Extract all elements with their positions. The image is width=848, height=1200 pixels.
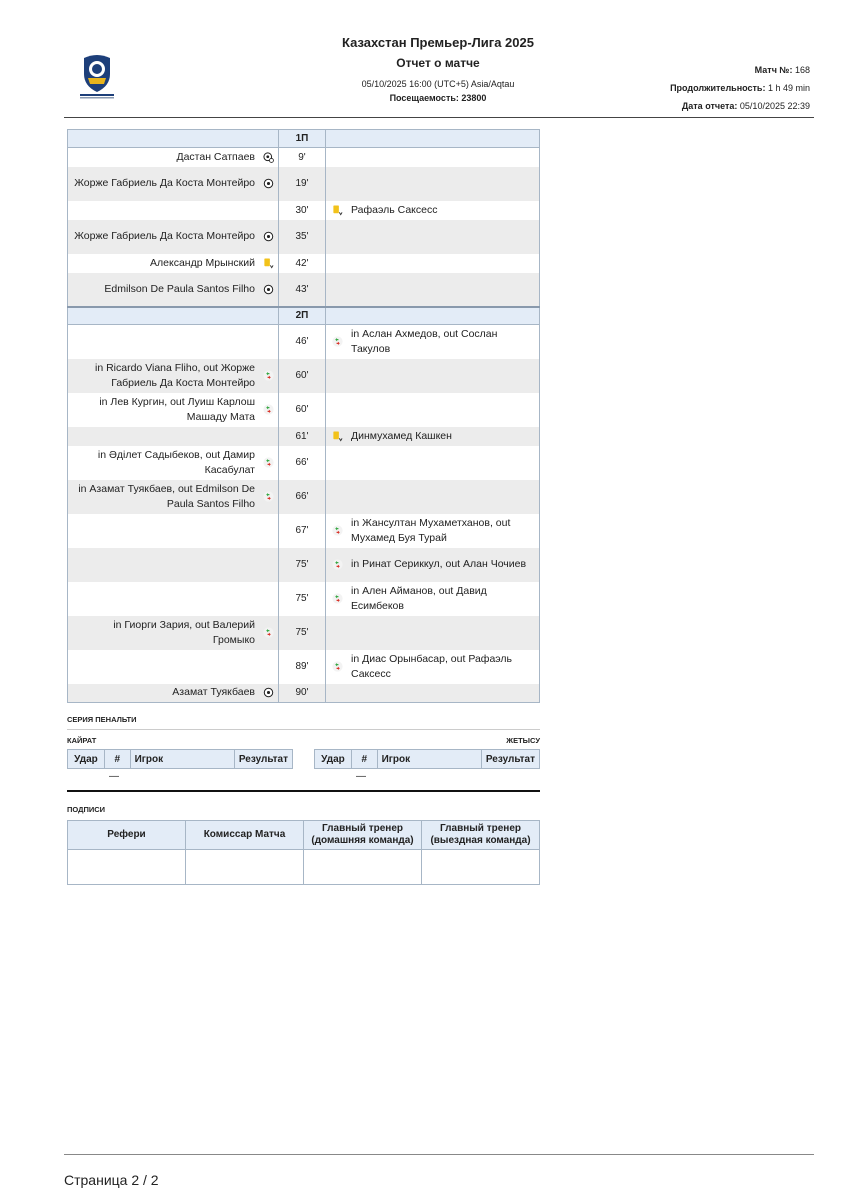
- event-text: in Лев Кургин, out Луиш Карлош Машаду Мата: [99, 395, 255, 423]
- event-minute: 67': [279, 514, 326, 548]
- substitution-icon: [332, 525, 343, 536]
- sig-cell: [68, 850, 186, 885]
- col-header: Результат: [234, 750, 292, 769]
- penalty-title: СЕРИЯ ПЕНАЛЬТИ: [67, 715, 137, 724]
- event-minute: 30': [279, 201, 326, 220]
- event-text: in Диас Орынбасар, out Рафаэль Саксесс: [351, 652, 513, 680]
- goal-ball-icon: [263, 178, 274, 189]
- sig-cell: [304, 850, 422, 885]
- event-minute: 46': [279, 325, 326, 359]
- event-row: [68, 684, 540, 703]
- event-row: [68, 548, 540, 582]
- goal-ball-icon: [263, 284, 274, 295]
- substitution-icon: [332, 661, 343, 672]
- report-date: Дата отчета: 05/10/2025 22:39: [681, 101, 810, 111]
- event-minute: 89': [279, 650, 326, 684]
- penalty-empty-home: —: [109, 771, 119, 782]
- event-minute: 60': [279, 359, 326, 393]
- page-number: Страница 2 / 2: [64, 1172, 159, 1188]
- doc-title: Отчет о матче: [396, 56, 480, 70]
- event-text: in Әділет Садыбеков, out Дамир Касабулат: [97, 448, 255, 476]
- sig-col-commissioner: Комиссар Матча: [186, 821, 304, 850]
- match-datetime: 05/10/2025 16:00 (UTC+5) Asia/Aqtau: [361, 79, 515, 89]
- event-minute: 75': [279, 548, 326, 582]
- col-header: #: [351, 750, 377, 769]
- event-minute: 75': [279, 582, 326, 616]
- event-text: Александр Мрынский: [150, 256, 255, 269]
- col-header: Удар: [315, 750, 352, 769]
- event-row: [68, 480, 540, 514]
- event-text: Edmilson De Paula Santos Filho: [104, 282, 255, 295]
- league-logo: [78, 54, 116, 100]
- substitution-icon: [332, 593, 343, 604]
- col-header: Игрок: [130, 750, 234, 769]
- event-text: in Гиорги Зария, out Валерий Громыко: [113, 618, 255, 646]
- event-row: [68, 359, 540, 393]
- match-meta: [670, 61, 810, 115]
- league-title: Казахстан Премьер-Лига 2025: [342, 35, 534, 50]
- event-row: [68, 167, 540, 201]
- penalty-table-home: [67, 749, 293, 769]
- event-text: in Ricardo Viana Fliho, out Жорже Габриель Да Коста Монтейро: [95, 361, 255, 389]
- half-header: [68, 307, 540, 325]
- event-text: in Ринат Сериккул, out Алан Чочиев: [351, 558, 527, 570]
- sig-cell: [422, 850, 540, 885]
- event-text: in Ален Айманов, out Давид Есимбеков: [351, 584, 487, 612]
- substitution-icon: [263, 491, 274, 502]
- divider: [67, 790, 540, 792]
- event-text: Азамат Туякбаев: [172, 686, 255, 699]
- match-number: Матч №: 168: [754, 65, 810, 75]
- substitution-icon: [332, 559, 343, 570]
- event-row: [68, 616, 540, 650]
- yellow-card-icon: [263, 258, 274, 269]
- goal-ball-icon: [263, 231, 274, 242]
- half-label: 2П: [279, 307, 326, 325]
- event-minute: 75': [279, 616, 326, 650]
- event-text: in Аслан Ахмедов, out Сослан Такулов: [351, 327, 498, 355]
- event-row: [68, 254, 540, 273]
- event-minute: 66': [279, 446, 326, 480]
- event-row: [68, 148, 540, 167]
- signatures-title: ПОДПИСИ: [67, 805, 106, 814]
- substitution-icon: [263, 627, 274, 638]
- event-text: in Азамат Туякбаев, out Edmilson De Paula Santos Filho: [78, 482, 255, 510]
- event-text: in Жансултан Мухаметханов, out Мухамед Буя Турай: [351, 516, 511, 544]
- penalty-home-team: КАЙРАТ: [67, 736, 97, 745]
- footer-divider: [64, 1154, 814, 1155]
- event-text: Жорже Габриель Да Коста Монтейро: [74, 230, 255, 242]
- half-label: 1П: [279, 130, 326, 148]
- yellow-card-icon: [332, 431, 343, 442]
- event-row: [68, 427, 540, 446]
- sig-col-home-coach: Главный тренер (домашняя команда): [304, 821, 422, 850]
- event-row: [68, 393, 540, 427]
- event-text: Динмухамед Кашкен: [351, 429, 452, 442]
- col-header: Результат: [481, 750, 539, 769]
- events-table: [67, 129, 540, 703]
- event-minute: 61': [279, 427, 326, 446]
- event-row: [68, 325, 540, 359]
- substitution-icon: [332, 336, 343, 347]
- penalty-table-away: [314, 749, 540, 769]
- event-row: [68, 446, 540, 480]
- sig-cell: [186, 850, 304, 885]
- yellow-card-icon: [332, 205, 343, 216]
- event-minute: 19': [279, 167, 326, 201]
- col-header: Удар: [68, 750, 105, 769]
- event-minute: 90': [279, 684, 326, 703]
- substitution-icon: [263, 404, 274, 415]
- sig-col-away-coach: Главный тренер (выездная команда): [422, 821, 540, 850]
- event-minute: 66': [279, 480, 326, 514]
- penalty-empty-away: —: [356, 771, 366, 782]
- substitution-icon: [263, 370, 274, 381]
- event-row: [68, 220, 540, 254]
- divider: [67, 729, 540, 730]
- event-minute: 9': [279, 148, 326, 167]
- event-row: [68, 201, 540, 220]
- goal-ball-icon: [263, 687, 274, 698]
- half-header: [68, 130, 540, 148]
- attendance: Посещаемость: 23800: [389, 93, 487, 103]
- col-header: Игрок: [377, 750, 481, 769]
- event-minute: 42': [279, 254, 326, 273]
- match-duration: Продолжительность: 1 h 49 min: [670, 83, 810, 93]
- event-text: Дастан Сатпаев: [176, 150, 255, 163]
- penalty-goal-icon: [263, 152, 274, 163]
- signatures-table: [67, 820, 540, 885]
- event-minute: 43': [279, 273, 326, 307]
- report-header: [64, 30, 814, 118]
- event-text: Рафаэль Саксесс: [351, 203, 438, 216]
- event-row: [68, 514, 540, 548]
- event-text: Жорже Габриель Да Коста Монтейро: [74, 177, 255, 189]
- event-row: [68, 650, 540, 684]
- col-header: #: [104, 750, 130, 769]
- event-minute: 60': [279, 393, 326, 427]
- event-row: [68, 582, 540, 616]
- sig-col-referee: Рефери: [68, 821, 186, 850]
- substitution-icon: [263, 457, 274, 468]
- event-row: [68, 273, 540, 307]
- event-minute: 35': [279, 220, 326, 254]
- penalty-away-team: ЖЕТЫСУ: [506, 736, 540, 745]
